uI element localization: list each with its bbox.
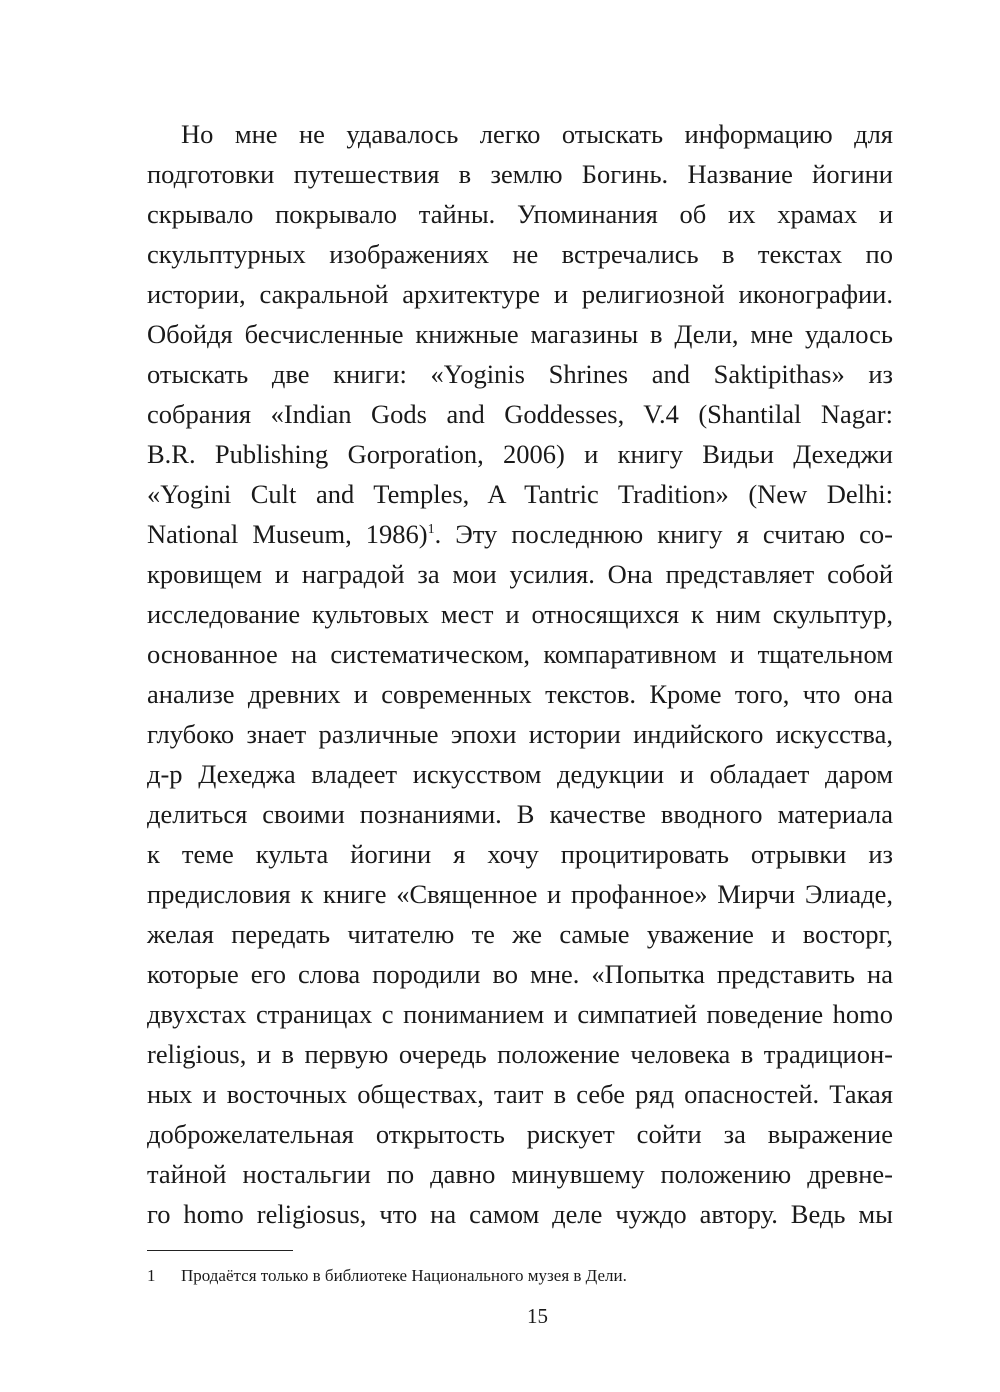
text-line: скульптурных изображениях не встречались в текстах по [147, 239, 893, 269]
text-line [147, 514, 893, 554]
text-line: которые его слова породили во мне. «Попытка представить на [147, 959, 893, 989]
text-fragment: . Эту последнюю книгу я считаю со- [434, 519, 894, 549]
text-line: отыскать две книги: «Yoginis Shrines and Saktipithas» из [147, 359, 893, 389]
text-line: religious, и в первую очередь положение человека в традицион- [147, 1039, 893, 1069]
text-line: го homo religiosus, что на самом деле чуждо автору. Ведь мы [147, 1199, 893, 1229]
page-number: 15 [527, 1304, 548, 1328]
text-line: Обойдя бесчисленные книжные магазины в Дели, мне удалось [147, 319, 893, 349]
text-line: Но мне не удавалось легко отыскать информацию для [181, 119, 893, 149]
text-line: подготовки путешествия в землю Богинь. Название йогини [147, 159, 893, 189]
text-fragment: National Museum, 1986) [147, 519, 428, 549]
text-line: делиться своими познаниями. В качестве вводного материала [147, 799, 893, 829]
text-line: к теме культа йогини я хочу процитировать отрывки из [147, 839, 893, 869]
text-line: желая передать читателю те же самые уважение и восторг, [147, 919, 893, 949]
text-line: B.R. Publishing Gorporation, 2006) и книгу Видьи Дехеджи [147, 439, 893, 469]
text-line: доброжелательная открытость рискует сойти за выражение [147, 1119, 893, 1149]
footnote [147, 1264, 627, 1288]
text-line: ных и восточных обществах, таит в себе ряд опасностей. Такая [147, 1079, 893, 1109]
text-line: исследование культовых мест и относящихся к ним скульптур, [147, 599, 893, 629]
footnote-reference[interactable]: 1 [427, 522, 435, 538]
text-line: скрывало покрывало тайны. Упоминания об их храмах и [147, 199, 893, 229]
text-line: анализе древних и современных текстов. Кроме того, что она [147, 679, 893, 709]
text-line: кровищем и наградой за мои усилия. Она представляет собой [147, 559, 893, 589]
text-line: двухстах страницах с пониманием и симпатией поведение homo [147, 999, 893, 1029]
text-line: д-р Дехеджа владеет искусством дедукции и обладает даром [147, 759, 893, 789]
text-line: собрания «Indian Gods and Goddesses, V.4 (Shantilal Nagar: [147, 399, 893, 429]
text-line: глубоко знает различные эпохи истории индийского искусства, [147, 719, 893, 749]
text-line: «Yogini Cult and Temples, A Tantric Tradition» (New Delhi: [147, 479, 893, 509]
text-line: основанное на систематическом, компаративном и тщательном [147, 639, 893, 669]
text-line: истории, сакральной архитектуре и религиозной иконографии. [147, 279, 893, 309]
text-line: тайной ностальгии по давно минувшему положению древне- [147, 1159, 893, 1189]
text-line: предисловия к книге «Священное и профанное» Мирчи Элиаде, [147, 879, 893, 909]
footnote-number: 1 [147, 1266, 156, 1285]
footnote-text: Продаётся только в библиотеке Национального музея в Дели. [181, 1266, 627, 1285]
footnote-divider [147, 1250, 293, 1251]
body-text [147, 114, 893, 1234]
